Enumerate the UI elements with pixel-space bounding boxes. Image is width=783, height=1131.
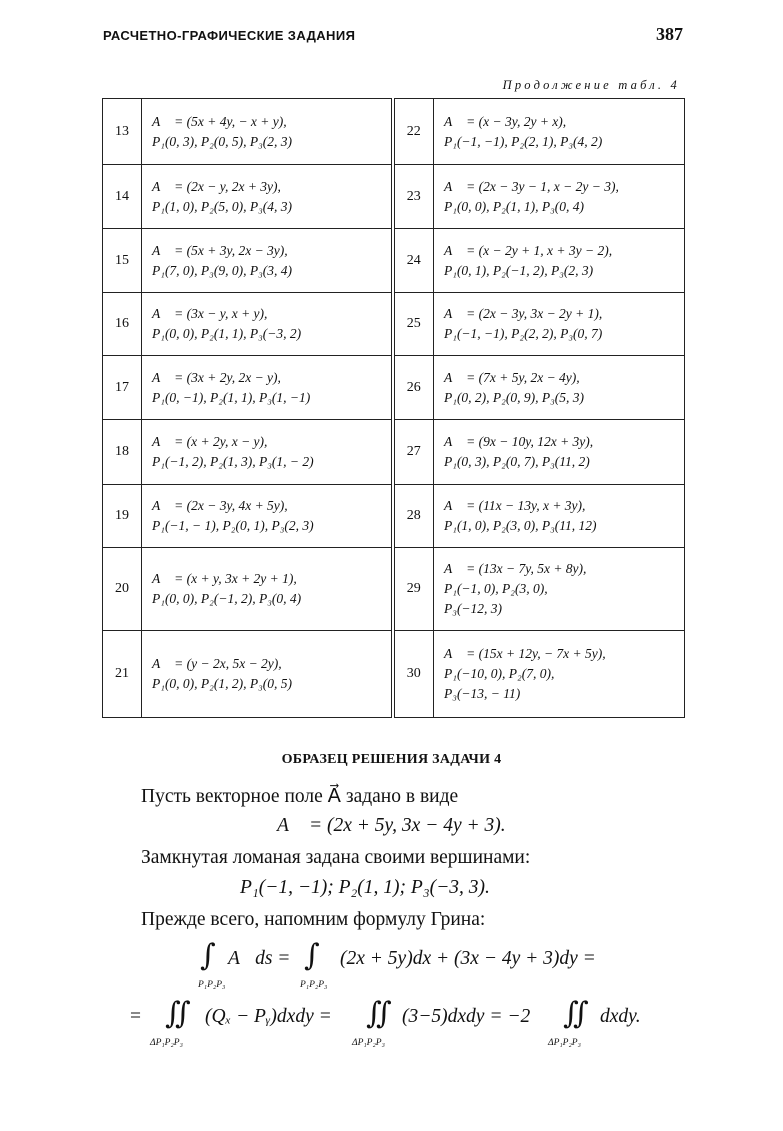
green-rhs: (2x + 5y)dx + (3x − 4y + 3)dy = bbox=[340, 948, 596, 969]
task-content bbox=[142, 293, 393, 356]
task-content bbox=[434, 99, 685, 165]
task-content bbox=[142, 165, 393, 229]
vertices: P₁(0, 0), P₂(1, 1), P₃(0, 4) bbox=[444, 198, 585, 214]
vertices: P₁(−1, −1), P₂(2, 1), P₃(4, 2) bbox=[444, 133, 603, 149]
task-content bbox=[142, 630, 393, 717]
task-content bbox=[142, 229, 393, 293]
task-content bbox=[434, 356, 685, 420]
vertices: P₁(−10, 0), P₂(7, 0), bbox=[444, 665, 555, 681]
task-number: 20 bbox=[103, 547, 142, 630]
vector-field: A⃗ = (13x − 7y, 5x + 8y), bbox=[444, 560, 587, 576]
vertices: P₁(1, 0), P₂(5, 0), P₃(4, 3) bbox=[152, 198, 293, 214]
task-content bbox=[434, 293, 685, 356]
task-number: 27 bbox=[393, 420, 434, 484]
task-content bbox=[142, 420, 393, 484]
task-number: 21 bbox=[103, 630, 142, 717]
vector-field: A⃗ = (2x − 3y, 3x − 2y + 1), bbox=[444, 306, 603, 322]
integral-subscript: P₁P₂P₃ bbox=[198, 980, 226, 990]
field-formula: A⃗ = (2x + 5y, 3x − 4y + 3). bbox=[277, 815, 506, 836]
task-number: 23 bbox=[393, 165, 434, 229]
double-integral-subscript: ΔP₁P₂P₃ bbox=[352, 1038, 385, 1048]
vector-field: A⃗ = (3x + 2y, 2x − y), bbox=[152, 369, 281, 385]
green-double-1: (Qₓ − Pᵧ)dxdy = bbox=[205, 1006, 332, 1027]
integral-subscript: P₁P₂P₃ bbox=[300, 980, 328, 990]
vertices: P₁(0, 2), P₂(0, 9), P₃(5, 3) bbox=[444, 389, 585, 405]
vertices: P₁(0, −1), P₂(1, 1), P₃(1, −1) bbox=[152, 389, 311, 405]
task-content bbox=[434, 484, 685, 547]
double-integral-sign: ∬ bbox=[366, 996, 392, 1031]
vector-field: A⃗ = (x + y, 3x + 2y + 1), bbox=[152, 570, 297, 586]
green-double-2: (3−5)dxdy = −2 bbox=[402, 1006, 531, 1027]
vector-field: A⃗ = (15x + 12y, − 7x + 5y), bbox=[444, 645, 606, 661]
vertices-continued: P₃(−13, − 11) bbox=[444, 685, 521, 701]
vector-field: A⃗ = (11x − 13y, x + 3y), bbox=[444, 497, 586, 513]
task-number: 24 bbox=[393, 229, 434, 293]
vertices: P₁(7, 0), P₃(9, 0), P₃(3, 4) bbox=[152, 262, 293, 278]
vertices: P₁(0, 0), P₂(−1, 2), P₃(0, 4) bbox=[152, 590, 302, 606]
task-number: 25 bbox=[393, 293, 434, 356]
green-intro-line: Прежде всего, напомним формулу Грина: bbox=[141, 909, 486, 930]
green-lhs: A⃗ds = bbox=[228, 948, 291, 969]
task-number: 18 bbox=[103, 420, 142, 484]
vertices-continued: P₃(−12, 3) bbox=[444, 600, 503, 616]
double-integral-sign: ∬ bbox=[563, 996, 589, 1031]
task-number: 26 bbox=[393, 356, 434, 420]
vertices: P₁(0, 3), P₂(0, 7), P₃(11, 2) bbox=[444, 454, 590, 470]
vector-field: A⃗ = (x − 3y, 2y + x), bbox=[444, 113, 567, 129]
vector-field: A⃗ = (3x − y, x + y), bbox=[152, 306, 268, 322]
task-content bbox=[434, 420, 685, 484]
tasks-table bbox=[102, 98, 685, 718]
green-double-3: dxdy. bbox=[600, 1006, 641, 1027]
task-number: 30 bbox=[393, 630, 434, 717]
table-row bbox=[103, 630, 685, 717]
vector-field: A⃗ = (x + 2y, x − y), bbox=[152, 434, 268, 450]
task-number: 22 bbox=[393, 99, 434, 165]
table-row bbox=[103, 484, 685, 547]
table-row bbox=[103, 356, 685, 420]
task-content bbox=[434, 229, 685, 293]
page-header bbox=[103, 24, 683, 48]
task-number: 19 bbox=[103, 484, 142, 547]
vector-field: A⃗ = (9x − 10y, 12x + 3y), bbox=[444, 434, 594, 450]
vertices-formula: P₁(−1, −1); P₂(1, 1); P₃(−3, 3). bbox=[240, 877, 490, 898]
task-number: 13 bbox=[103, 99, 142, 165]
task-content bbox=[142, 547, 393, 630]
vector-field: A⃗ = (x − 2y + 1, x + 3y − 2), bbox=[444, 242, 613, 258]
sample-solution-heading: ОБРАЗЕЦ РЕШЕНИЯ ЗАДАЧИ 4 bbox=[281, 752, 502, 767]
double-integral-subscript: ΔP₁P₂P₃ bbox=[548, 1038, 581, 1048]
table-row bbox=[103, 165, 685, 229]
vertices: P₁(−1, 2), P₂(1, 3), P₃(1, − 2) bbox=[152, 454, 314, 470]
vector-field: A⃗ = (5x + 4y, − x + y), bbox=[152, 113, 287, 129]
vertices: P₁(−1, 0), P₂(3, 0), bbox=[444, 580, 548, 596]
task-number: 29 bbox=[393, 547, 434, 630]
vector-field: A⃗ = (2x − 3y − 1, x − 2y − 3), bbox=[444, 178, 619, 194]
task-number: 14 bbox=[103, 165, 142, 229]
page-number: 387 bbox=[656, 24, 683, 44]
task-number: 17 bbox=[103, 356, 142, 420]
vector-field: A⃗ = (5x + 3y, 2x − 3y), bbox=[152, 242, 288, 258]
task-content bbox=[142, 356, 393, 420]
vector-field: A⃗ = (2x − y, 2x + 3y), bbox=[152, 178, 281, 194]
vertices: P₁(0, 1), P₂(−1, 2), P₃(2, 3) bbox=[444, 262, 594, 278]
table-row bbox=[103, 293, 685, 356]
task-number: 15 bbox=[103, 229, 142, 293]
running-title: РАСЧЕТНО-ГРАФИЧЕСКИЕ ЗАДАНИЯ bbox=[103, 28, 356, 43]
task-content bbox=[434, 165, 685, 229]
vertices: P₁(−1, − 1), P₂(0, 1), P₃(2, 3) bbox=[152, 517, 314, 533]
integral-sign: ∫ bbox=[200, 938, 216, 973]
integral-sign: ∫ bbox=[304, 938, 320, 973]
double-integral-sign: ∬ bbox=[165, 996, 191, 1031]
table-continuation-caption: Продолжение табл. 4 bbox=[502, 78, 680, 92]
equals-sign: = bbox=[130, 1006, 141, 1027]
vertices: P₁(1, 0), P₂(3, 0), P₃(11, 12) bbox=[444, 517, 597, 533]
task-number: 28 bbox=[393, 484, 434, 547]
vertices: P₁(0, 0), P₂(1, 2), P₃(0, 5) bbox=[152, 675, 293, 691]
task-content bbox=[434, 630, 685, 717]
vertices: P₁(0, 3), P₂(0, 5), P₃(2, 3) bbox=[152, 133, 293, 149]
table-row bbox=[103, 99, 685, 165]
intro-line: Пусть векторное поле A⃗ задано в виде bbox=[141, 786, 459, 807]
task-content bbox=[142, 484, 393, 547]
vertices: P₁(0, 0), P₂(1, 1), P₃(−3, 2) bbox=[152, 326, 302, 342]
task-number: 16 bbox=[103, 293, 142, 356]
vertices: P₁(−1, −1), P₂(2, 2), P₃(0, 7) bbox=[444, 326, 603, 342]
vector-field: A⃗ = (2x − 3y, 4x + 5y), bbox=[152, 497, 288, 513]
table-row bbox=[103, 420, 685, 484]
vector-field: A⃗ = (y − 2x, 5x − 2y), bbox=[152, 655, 282, 671]
polyline-line: Замкнутая ломаная задана своими вершинами: bbox=[141, 847, 531, 868]
double-integral-subscript: ΔP₁P₂P₃ bbox=[150, 1038, 183, 1048]
task-content bbox=[434, 547, 685, 630]
table-row bbox=[103, 229, 685, 293]
task-content bbox=[142, 99, 393, 165]
vector-field: A⃗ = (7x + 5y, 2x − 4y), bbox=[444, 369, 580, 385]
table-row bbox=[103, 547, 685, 630]
